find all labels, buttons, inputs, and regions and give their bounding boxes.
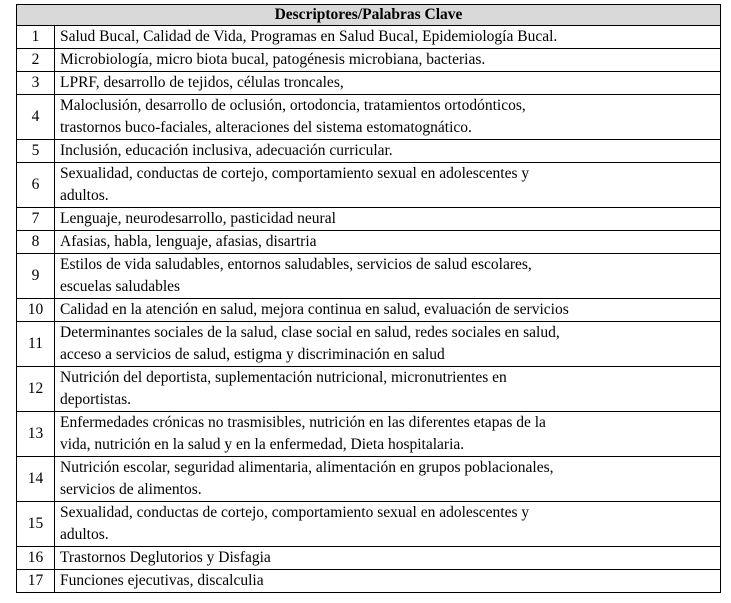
keywords-table bbox=[16, 4, 721, 593]
row-descriptors bbox=[55, 502, 721, 547]
table-body bbox=[17, 26, 721, 593]
table-row bbox=[17, 367, 721, 412]
row-number: 5 bbox=[17, 140, 55, 163]
descriptor-line: Afasias, habla, lenguaje, afasias, disartria bbox=[60, 233, 317, 250]
row-number: 9 bbox=[17, 254, 55, 299]
descriptor-line: Sexualidad, conductas de cortejo, comportamiento sexual en adolescentes y bbox=[60, 504, 530, 521]
row-descriptors bbox=[55, 49, 721, 72]
table-header-row bbox=[17, 5, 721, 26]
descriptor-line: Calidad en la atención en salud, mejora continua en salud, evaluación de servicios bbox=[60, 301, 569, 318]
descriptor-line: adultos. bbox=[60, 187, 109, 204]
table-row bbox=[17, 547, 721, 570]
row-number: 6 bbox=[17, 163, 55, 208]
descriptor-line: Maloclusión, desarrollo de oclusión, ortodoncia, tratamientos ortodónticos, bbox=[60, 97, 526, 114]
table-row bbox=[17, 208, 721, 231]
row-number: 14 bbox=[17, 457, 55, 502]
table-row bbox=[17, 457, 721, 502]
row-number: 10 bbox=[17, 299, 55, 322]
descriptor-line: Sexualidad, conductas de cortejo, comportamiento sexual en adolescentes y bbox=[60, 165, 530, 182]
table-row bbox=[17, 570, 721, 593]
row-descriptors bbox=[55, 26, 721, 49]
row-descriptors bbox=[55, 95, 721, 140]
row-descriptors bbox=[55, 457, 721, 502]
table-row bbox=[17, 322, 721, 367]
row-descriptors bbox=[55, 547, 721, 570]
row-descriptors bbox=[55, 299, 721, 322]
descriptor-line: vida, nutrición en la salud y en la enfermedad, Dieta hospitalaria. bbox=[60, 436, 465, 453]
row-descriptors bbox=[55, 254, 721, 299]
table-row bbox=[17, 299, 721, 322]
row-descriptors bbox=[55, 412, 721, 457]
descriptor-line: Funciones ejecutivas, discalculia bbox=[60, 572, 264, 589]
descriptor-line: adultos. bbox=[60, 526, 109, 543]
row-descriptors bbox=[55, 231, 721, 254]
descriptor-line: acceso a servicios de salud, estigma y discriminación en salud bbox=[60, 346, 445, 363]
row-descriptors bbox=[55, 163, 721, 208]
table-row bbox=[17, 140, 721, 163]
descriptor-line: Inclusión, educación inclusiva, adecuación curricular. bbox=[60, 142, 393, 159]
row-number: 4 bbox=[17, 95, 55, 140]
row-number: 17 bbox=[17, 570, 55, 593]
row-number: 15 bbox=[17, 502, 55, 547]
descriptor-line: Nutrición escolar, seguridad alimentaria, alimentación en grupos poblacionales, bbox=[60, 459, 554, 476]
row-number: 11 bbox=[17, 322, 55, 367]
row-number: 13 bbox=[17, 412, 55, 457]
descriptor-line: LPRF, desarrollo de tejidos, células troncales, bbox=[60, 74, 344, 91]
descriptor-line: Salud Bucal, Calidad de Vida, Programas en Salud Bucal, Epidemiología Bucal. bbox=[60, 28, 558, 45]
table-header: Descriptores/Palabras Clave bbox=[17, 5, 721, 26]
table-row bbox=[17, 254, 721, 299]
descriptor-line: trastornos buco-faciales, alteraciones del sistema estomatognático. bbox=[60, 119, 472, 136]
descriptor-line: Nutrición del deportista, suplementación nutricional, micronutrientes en bbox=[60, 369, 507, 386]
table-row bbox=[17, 49, 721, 72]
row-number: 7 bbox=[17, 208, 55, 231]
row-number: 8 bbox=[17, 231, 55, 254]
row-descriptors bbox=[55, 140, 721, 163]
row-number: 12 bbox=[17, 367, 55, 412]
row-number: 16 bbox=[17, 547, 55, 570]
row-descriptors bbox=[55, 367, 721, 412]
row-descriptors bbox=[55, 570, 721, 593]
table-row bbox=[17, 412, 721, 457]
document-page bbox=[16, 4, 720, 593]
row-number: 2 bbox=[17, 49, 55, 72]
descriptor-line: servicios de alimentos. bbox=[60, 481, 202, 498]
descriptor-line: Enfermedades crónicas no trasmisibles, nutrición en las diferentes etapas de la bbox=[60, 414, 546, 431]
descriptor-line: Determinantes sociales de la salud, clase social en salud, redes sociales en salud, bbox=[60, 324, 560, 341]
descriptor-line: Lenguaje, neurodesarrollo, pasticidad neural bbox=[60, 210, 336, 227]
table-row bbox=[17, 26, 721, 49]
table-row bbox=[17, 95, 721, 140]
descriptor-line: Microbiología, micro biota bucal, patogénesis microbiana, bacterias. bbox=[60, 51, 486, 68]
descriptor-line: Estilos de vida saludables, entornos saludables, servicios de salud escolares, bbox=[60, 256, 532, 273]
table-row bbox=[17, 231, 721, 254]
row-descriptors bbox=[55, 322, 721, 367]
descriptor-line: deportistas. bbox=[60, 391, 132, 408]
table-row bbox=[17, 502, 721, 547]
row-descriptors bbox=[55, 72, 721, 95]
descriptor-line: Trastornos Deglutorios y Disfagia bbox=[60, 549, 271, 566]
row-descriptors bbox=[55, 208, 721, 231]
row-number: 1 bbox=[17, 26, 55, 49]
table-row bbox=[17, 72, 721, 95]
table-row bbox=[17, 163, 721, 208]
descriptor-line: escuelas saludables bbox=[60, 278, 181, 295]
row-number: 3 bbox=[17, 72, 55, 95]
